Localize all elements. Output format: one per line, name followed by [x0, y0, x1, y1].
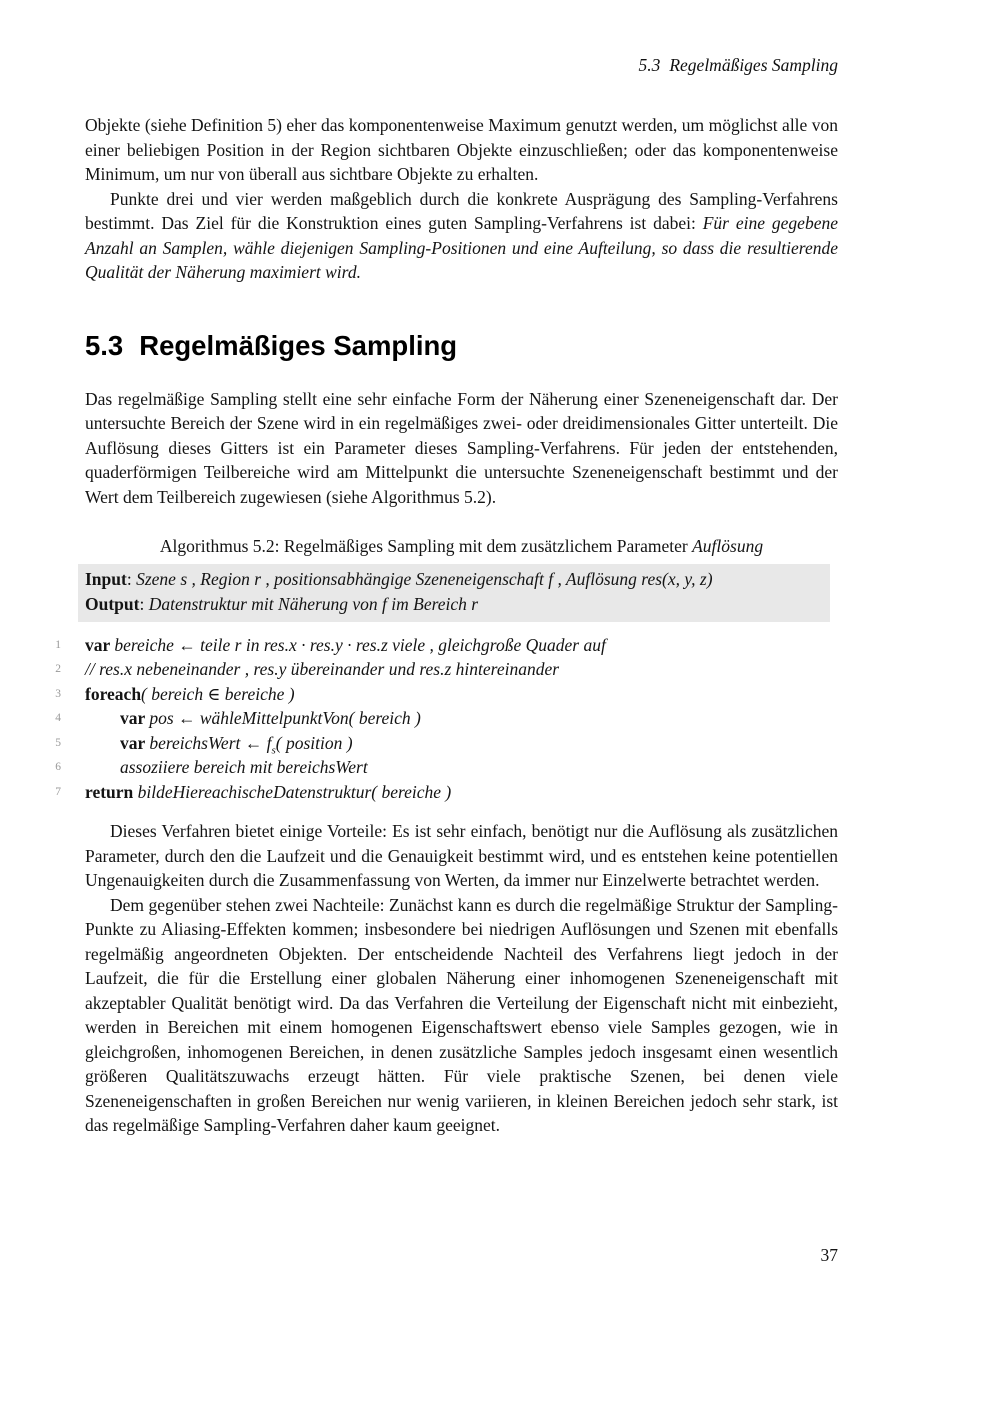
- algorithm-line: [55, 706, 838, 731]
- paragraph-intro-1: Objekte (siehe Definition 5) eher das komponentenweise Maximum genutzt werden, um möglichst alle von einer beliebigen Position in der Region sichtbaren Objekte einzuschließen; oder das komponentenweise Minimum, um nur von überall aus sichtbare Objekte zu erhalten.: [85, 115, 838, 184]
- io-text: Szene s , Region r , positionsabhängige Szeneneigenschaft f , Auflösung res(x, y, z): [136, 568, 713, 589]
- io-text: Datenstruktur mit Näherung von f im Bereich r: [148, 593, 479, 614]
- line-number: 7: [55, 785, 61, 798]
- paragraph-disadvantages: Dem gegenüber stehen zwei Nachteile: Zunächst kann es durch die regelmäßige Struktur der Sampling-Punkte zu Aliasing-Effekten kommen; insbesondere bei niedrigen Auflösungen und Szenen mit ebenfalls regelmäßig angeordneten Objekten. Der entscheidende Nachteil des Verfahrens liegt jedoch in der Laufzeit, die für die Erstellung einer globalen Näherung einer inhomogenen Szeneneigenschaft mit akzeptabler Qualität benötigt wird. Da das Verfahren die Verteilung der Eigenschaft nicht mit einbezieht, werden in Bereichen mit einem homogenen Eigenschaftswert ebenso viele Samples gezogen, wie in gleichgroßen, inhomogenen Bereichen, in denen zusätzliche Samples jedoch insgesamt einen wesentlich größeren Qualitätszuwachs erzeugt hätten. Für viele praktische Szenen, bei denen viele Szeneneigenschaften in großen Bereichen nur wenig variieren, in kleinen Bereichen jedoch sehr stark, ist das regelmäßige Sampling-Verfahren daher kaum geeignet.: [85, 894, 838, 1135]
- line-number: 4: [55, 712, 61, 724]
- running-header-number: 5.3: [638, 55, 661, 75]
- section-title: Regelmäßiges Sampling: [139, 329, 458, 361]
- io-colon: :: [126, 568, 137, 589]
- algorithm-caption-emphasis: Auflösung: [692, 536, 764, 556]
- running-header-title: Regelmäßiges Sampling: [669, 55, 838, 75]
- code-text: [85, 633, 606, 658]
- code-text: [85, 657, 559, 682]
- code-text: [85, 731, 353, 756]
- paragraph-section-intro: Das regelmäßige Sampling stellt eine sehr einfache Form der Näherung einer Szeneneigenschaft dar. Der untersuchte Bereich der Szene wird in ein regelmäßiges zwei- oder dreidimensionales Gitter unterteilt. Die Auflösung dieses Gitters ist ein Parameter dieses Sampling-Verfahrens. Für jeden der entstehenden, quaderförmigen Teilbereiche wird am Mittelpunkt die untersuchte Szeneneigenschaft bestimmt und der Wert dem Teilbereich zugewiesen (siehe Algorithmus 5.2).: [85, 388, 838, 507]
- line-number: 2: [55, 663, 61, 675]
- code-text: [85, 682, 295, 707]
- code-segment-it: // res.x nebeneinander , res.y übereinander und res.z hintereinander: [85, 659, 560, 679]
- paragraph-intro-2: [85, 187, 838, 285]
- line-number: 1: [55, 638, 61, 651]
- algorithm-io: [78, 564, 830, 622]
- algorithm-line: [55, 731, 838, 756]
- code-segment-kw: var: [85, 634, 115, 655]
- algorithm-caption: [85, 534, 838, 559]
- paragraph-advantages: Dieses Verfahren bietet einige Vorteile: Es ist sehr einfach, benötigt nur die Auflösung als zusätzlichen Parameter, durch den die Laufzeit und die Genauigkeit bestimmt wird, und es entstehen keine potentiellen Ungenauigkeiten durch die Zusammenfassung von Werten, da immer nur Einzelwerte betrachtet werden.: [85, 821, 838, 890]
- algorithm-line: [55, 657, 838, 682]
- algorithm-io-row: [85, 567, 822, 592]
- algorithm-line: [55, 682, 838, 707]
- algorithm-line: [55, 633, 838, 658]
- code-segment-it: bereiche ← teile r in res.x · res.y · res.z viele , gleichgroße Quader auf: [114, 634, 606, 655]
- paragraph-intro-2-lead: Punkte drei und vier werden maßgeblich durch die konkrete Ausprägung des Sampling-Verfahrens bestimmt. Das Ziel für die Konstruktion eines guten Sampling-Verfahrens ist dabei:: [85, 188, 838, 233]
- code-text: [85, 755, 368, 780]
- code-segment-it: bildeHiereachischeDatenstruktur( bereiche ): [137, 781, 452, 802]
- code-text: [85, 780, 451, 805]
- code-segment-it: pos ← wähleMittelpunktVon( bereich ): [149, 708, 421, 728]
- code-segment-kw: var: [120, 732, 150, 753]
- io-colon: :: [139, 593, 149, 614]
- algorithm-lines: [55, 633, 838, 805]
- algorithm-io-row: [85, 592, 822, 617]
- line-number: 3: [55, 687, 61, 700]
- code-text: [85, 706, 421, 731]
- page-number: 37: [820, 1245, 838, 1265]
- code-segment-it: bereichsWert ← f: [149, 732, 272, 753]
- algorithm-block: [55, 534, 838, 804]
- algorithm-caption-lead: Algorithmus 5.2: Regelmäßiges Sampling mit dem zusätzlichem Parameter: [159, 536, 693, 556]
- section-number: 5.3: [85, 329, 124, 361]
- code-segment-it: ( position ): [275, 732, 353, 753]
- running-header: [85, 54, 838, 76]
- line-number: 5: [55, 736, 61, 749]
- code-segment-kw: return: [85, 781, 138, 802]
- algorithm-line: [55, 755, 838, 780]
- code-segment-it: assoziiere bereich mit bereichsWert: [120, 757, 368, 777]
- section-heading: [85, 329, 838, 362]
- code-segment-sub: s: [271, 744, 276, 756]
- algorithm-line: [55, 780, 838, 805]
- page-content: [55, 0, 838, 1138]
- io-label: Input: [85, 568, 127, 589]
- line-number: 6: [55, 761, 61, 773]
- code-segment-kw: foreach: [85, 683, 142, 704]
- code-segment-kw: var: [120, 708, 150, 728]
- paragraph-intro-2-emphasis: Für eine gegebene Anzahl an Samplen, wähle diejenigen Sampling-Positionen und eine Aufteilung, so dass die resultierende Qualität der Näherung maximiert wird.: [85, 213, 838, 282]
- io-label: Output: [85, 593, 140, 614]
- code-segment-it: ( bereich ∈ bereiche ): [141, 683, 295, 704]
